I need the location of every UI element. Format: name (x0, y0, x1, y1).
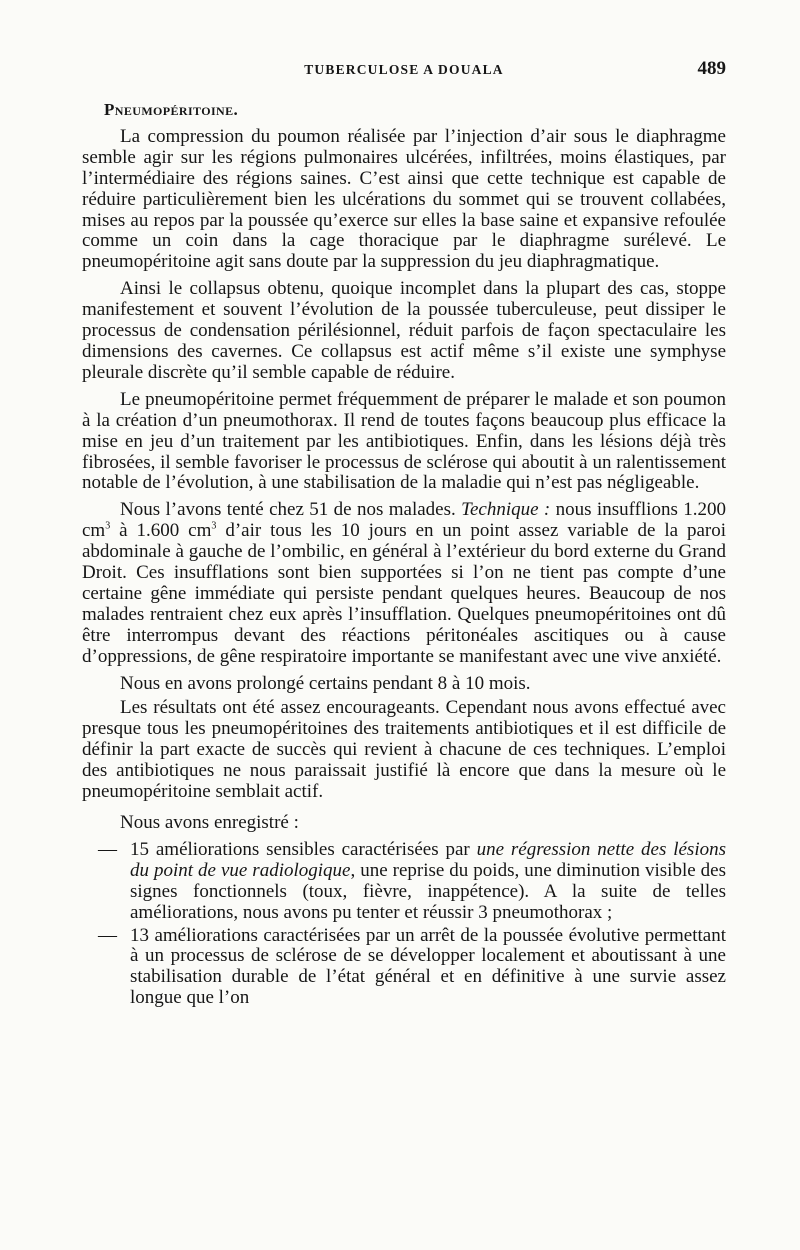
cubic-superscript-2: 3 (211, 520, 217, 532)
paragraph-preparation: Le pneumopéritoine permet fréquemment de préparer le malade et son poumon à la création d’un pneumothorax. Il rend de toutes façons beaucoup plus efficace la mise en jeu d’un traitement par les antibiotiques. Enfin, dans les lésions déjà très fibrosées, il semble favoriser le processus de sclérose qui aboutit à un ralentissement notable de l’évolution, à une stabilisation de la maladie qui n’est pas négligeable. (82, 388, 726, 494)
technique-intro: Nous l’avons tenté chez 51 de nos malades. (120, 499, 462, 521)
list-dash: — (98, 924, 117, 946)
paragraph-technique (82, 500, 726, 667)
list-item (82, 840, 726, 924)
paragraph-results: Les résultats ont été assez encourageants. Cependant nous avons effectué avec presque tous les pneumopéritoines des traitements antibiotiques et il est difficile de définir la part exacte de succès qui revient à chacune de ces techniques. L’emploi des antibiotiques ne nous paraissait justifié là encore que dans la mesure où le pneumopéritoine semblait actif. (82, 697, 726, 803)
cubic-superscript-1: 3 (105, 520, 111, 532)
page-header (82, 58, 726, 82)
page-number: 489 (697, 58, 726, 79)
list-item-text: 13 améliorations caractérisées par un arrêt de la poussée évolutive permettant à un processus de sclérose de se développer localement et aboutissant à une stabilisation durable de l’état général et en définitive à une survie assez longue que l’on (130, 924, 726, 1009)
page-body (82, 100, 726, 1011)
technique-text-1: nous insufflions 1.200 cm (82, 499, 726, 542)
paragraph-collapsus: Ainsi le collapsus obtenu, quoique incomplet dans la plupart des cas, stoppe manifestement et souvent l’évolution de la poussée tuberculeuse, peut dissiper le processus de condensation périlésionnel, réduit parfois de façon spectaculaire les dimensions des cavernes. Ce collapsus est actif même s’il existe une symphyse pleurale discrète qu’il semble capable de réduire. (82, 278, 726, 383)
list-item (82, 926, 726, 1010)
list-item-text: 15 améliorations sensibles caractérisées par (130, 838, 477, 860)
list-item-text-end: , une reprise du poids, une diminution visible des signes fonctionnels (toux, fièvre, inappétence). A la suite de telles améliorations, nous avons pu tenter et réussir 3 pneumothorax ; (130, 859, 726, 923)
technique-text-3: d’air tous les 10 jours en un point assez variable de la paroi abdominale à gauche de l’ombilic, en général à l’extérieur du bord externe du Grand Droit. Ces insufflations sont bien supportées si l’on ne tient pas compte d’une certaine gêne immédiate qui persiste pendant quelques heures. Beaucoup de nos malades rentraient chez eux après l’insufflation. Quelques pneumopéritoines ont dû être interrompus devant des réactions péritonéales ascitiques ou à cause d’oppressions, de gêne respiratoire importante se manifestant avec une vive anxiété. (82, 520, 726, 667)
list-intro: Nous avons enregistré : (120, 812, 299, 833)
list-item-emphasis: une régression nette des lésions du point de vue radiologique (130, 838, 726, 881)
running-title: TUBERCULOSE A DOUALA (304, 62, 504, 77)
results-list (82, 840, 726, 1009)
paragraph-duration: Nous en avons prolongé certains pendant 8 à 10 mois. (120, 672, 531, 694)
technique-text-2: à 1.600 cm (110, 520, 212, 542)
list-dash: — (98, 838, 117, 860)
paragraph-compression: La compression du poumon réalisée par l’injection d’air sous le diaphragme semble agir sur les régions pulmonaires ulcérées, infiltrées, moins élastiques, par l’intermédiaire des régions saines. C’est ainsi que cette technique est capable de réduire particulièrement bien les ulcérations du sommet qui se trouvent collabées, mises au repos par la poussée qu’exerce sur elles la base saine et expansive refoulée comme un coin dans la cage thoracique par le diaphragme surélevé. Le pneumopéritoine agit sans doute par la suppression du jeu diaphragmatique. (82, 125, 726, 273)
technique-label: Technique : (461, 499, 551, 521)
section-heading: Pneumopéritoine. (104, 100, 239, 119)
